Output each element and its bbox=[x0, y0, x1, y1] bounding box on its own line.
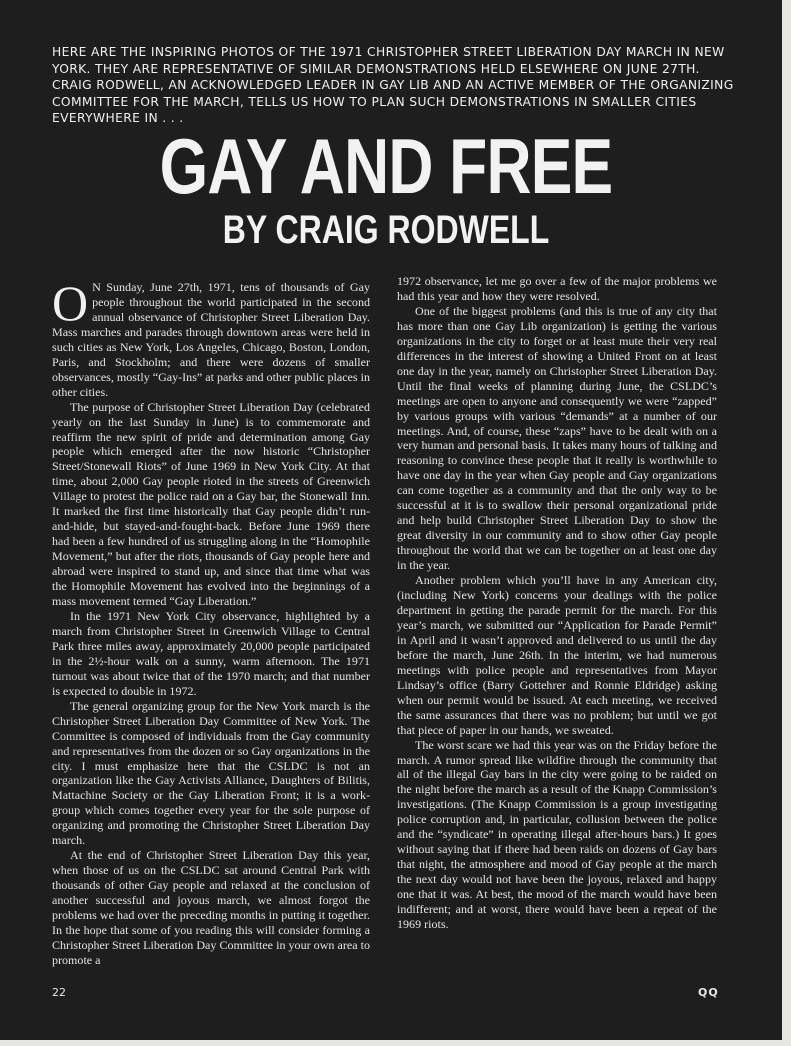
paragraph: One of the biggest problems (and this is true of any city that has more than one Gay Lib organization) is getting the various organizations in the city to forget or at least mute their very real differences in the interest of showing a United Front on at least one day in the year, namely on Christopher Street Liberation Day. Until the final weeks of planning during June, the CSLDC’s meetings are open to anyone and consequently we were “zapped” by various groups with various “demands” at a number of our meetings. And, of course, these “zaps” have to be dealt with on a very human and personal basis. It takes many hours of talking and reasoning to convince these people that it really is worthwhile to have one day in the year when Gay people and Gay organizations can come together as a community and that the only way to be successful at it is to swallow their personal organizational pride and help build Christopher Street Liberation Day to show the great diversity in our community and to show other Gay people throughout the world that we can be together on at least one day in the year. bbox=[397, 303, 717, 573]
paragraph: The worst scare we had this year was on the Friday before the march. A rumor spread like wildfire through the community that all of the illegal Gay bars in the city were going to be raided on the night before the march as a result of the Knapp Commission’s investigations. (The Knapp Commission is a group investigating police corruption and, in particular, collusion between the police and the “syndicate” in operating illegal after-hours bars.) It goes without saying that if there had been raids on dozens of Gay bars that night, the atmosphere and mood of Gay people at the march the next day would not have been the joyous, relaxed and happy one that it was. At best, the mood of the march would have been indifferent; and at worst, there would have been a repeat of the 1969 riots. bbox=[397, 737, 717, 931]
paragraph: At the end of Christopher Street Liberation Day this year, when those of us on the CSLDC sat around Central Park with thousands of other Gay people and relaxed at the conclusion of another successful and joyous march, we almost forgot the problems we had over the preceding months in putting it together. In the hope that some of you reading this will consider forming a Christopher Street Liberation Day Committee in your own area to promote a bbox=[52, 848, 370, 967]
footer-mark: QQ bbox=[698, 986, 719, 999]
drop-cap: O bbox=[52, 275, 89, 331]
article-title: GAY AND FREE bbox=[159, 122, 613, 210]
paragraph: Another problem which you’ll have in any American city, (including New York) concerns your dealings with the police department in getting the parade permit for the march. For this year’s march, we submitted our “Application for Parade Permit” in April and it wasn’t approved and delivered to us until the day before the march, June 26th. In the interim, we had numerous meetings with police people and representatives from Mayor Lindsay’s office (Barry Gottehrer and Ronnie Eldridge) asking when our permit would be issued. At each meeting, we received the same assurances that there was no problem; but until we got that piece of paper in our hands, we sweated. bbox=[397, 573, 717, 737]
paragraph: In the 1971 New York City observance, highlighted by a march from Christopher Street in Greenwich Village to Central Park three miles away, approximately 20,000 people participated in the 2½-hour walk on a sunny, warm afternoon. The 1971 turnout was about twice that of the 1970 march; and that number is expected to double in 1972. bbox=[52, 608, 370, 698]
paragraph: The purpose of Christopher Street Liberation Day (celebrated yearly on the last Sunday in June) is to commemorate and reaffirm the new spirit of pride and determination among Gay people which emerged after the now historic “Christopher Street/Stonewall Riots” of June 1969 in New York City. At that time, about 2,000 Gay people rioted in the streets of Greenwich Village to protest the police raid on a Gay bar, the Stonewall Inn. It marked the first time historically that Gay people didn’t run-and-hide, but stayed-and-fought-back. Before June 1969 there had been a few hundred of us struggling along in the “Homophile Movement,” but after the riots, thousands of Gay people here and abroad were inspired to stand up, and since that time what was the Homophile Movement has evolved into the beginnings of a mass movement termed “Gay Liberation.” bbox=[52, 399, 370, 609]
intro-blurb: HERE ARE THE INSPIRING PHOTOS OF THE 1971 CHRISTOPHER STREET LIBERATION DAY MARCH IN NEW YORK. THEY ARE REPRESENTATIVE OF SIMILAR DEMONSTRATIONS HELD ELSEWHERE ON JUNE 27TH. CRAIG RODWELL, AN ACKNOWLEDGED LEADER IN GAY LIB AND AN ACTIVE MEMBER OF THE ORGANIZING COMMITTEE FOR THE MARCH, TELLS US HOW TO PLAN SUCH DEMONSTRATIONS IN SMALLER CITIES EVERYWHERE IN . . . bbox=[52, 45, 734, 126]
paragraph: The general organizing group for the New York march is the Christopher Street Liberation Day Committee of New York. The Committee is composed of individuals from the Gay community and representatives from the dozen or so Gay organizations in the city. I must emphasize here that the CSLDC is not an organization like the Gay Activists Alliance, Daughters of Bilitis, Mattachine Society or the Gay Liberation Front; it is a work-group which comes together every year for the sole purpose of organizing and promoting the Christopher Street Liberation Day march. bbox=[52, 698, 370, 848]
byline: BY CRAIG RODWELL bbox=[222, 208, 550, 252]
left-column bbox=[52, 275, 370, 968]
right-column bbox=[397, 274, 717, 932]
page-number: 22 bbox=[52, 986, 66, 999]
paragraph: 1972 observance, let me go over a few of the major problems we had this year and how they were resolved. bbox=[397, 274, 717, 303]
paragraph: O N Sunday, June 27th, 1971, tens of thousands of Gay people throughout the world participated in the second annual observance of Christopher Street Liberation Day. Mass marches and parades through downtown areas were held in such cities as New York, Los Angeles, Chicago, Boston, London, Paris, and Stockholm; and there were dozens of smaller observances, mostly “Gay-Ins” at parks and other public places in other cities. bbox=[52, 275, 370, 399]
